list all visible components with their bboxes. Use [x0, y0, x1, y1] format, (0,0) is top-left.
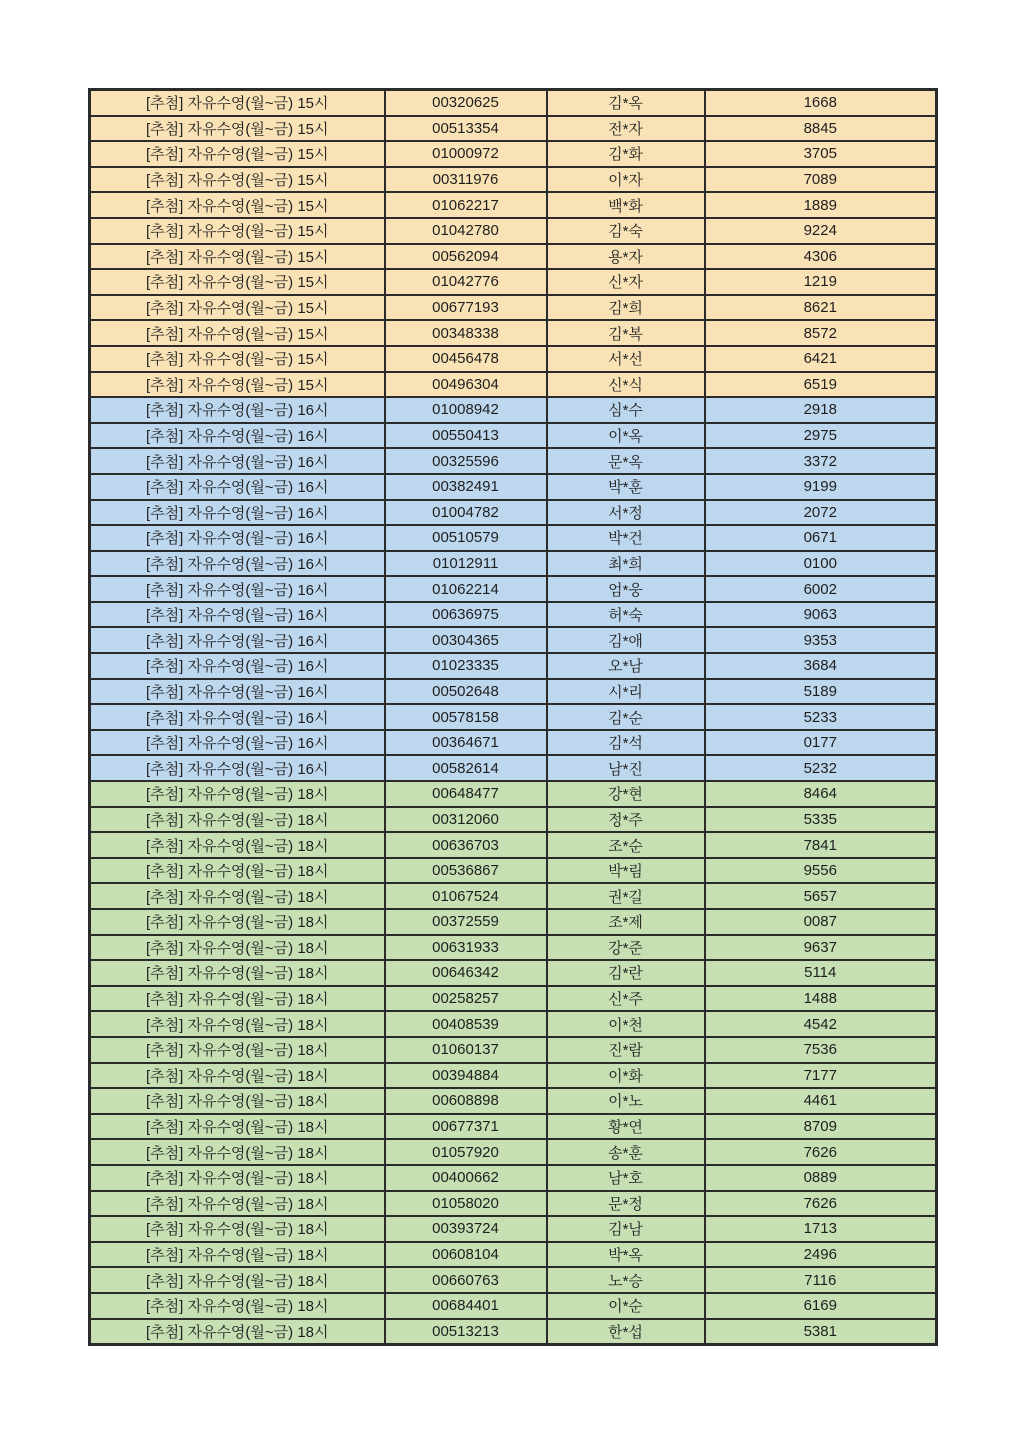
program-cell: [추첨] 자유수영(월~금) 18시 [90, 960, 385, 986]
table-row [90, 1319, 937, 1345]
program-cell: [추첨] 자유수영(월~금) 16시 [90, 602, 385, 628]
member-id-cell: 01062214 [385, 576, 547, 602]
member-id-cell: 00320625 [385, 90, 547, 116]
name-cell: 김*애 [547, 627, 705, 653]
member-id-cell: 01060137 [385, 1037, 547, 1063]
member-id-cell: 00677193 [385, 295, 547, 321]
member-id-cell: 01058020 [385, 1191, 547, 1217]
table-row [90, 858, 937, 884]
name-cell: 김*란 [547, 960, 705, 986]
lottery-number-cell: 9556 [705, 858, 937, 884]
name-cell: 최*희 [547, 551, 705, 577]
table-body [90, 90, 937, 1345]
name-cell: 박*옥 [547, 1242, 705, 1268]
lottery-number-cell: 6519 [705, 372, 937, 398]
name-cell: 이*화 [547, 1063, 705, 1089]
table-row [90, 960, 937, 986]
member-id-cell: 00348338 [385, 320, 547, 346]
member-id-cell: 01042776 [385, 269, 547, 295]
program-cell: [추첨] 자유수영(월~금) 15시 [90, 167, 385, 193]
member-id-cell: 00513354 [385, 116, 547, 142]
member-id-cell: 00578158 [385, 704, 547, 730]
lottery-number-cell: 7116 [705, 1267, 937, 1293]
member-id-cell: 00400662 [385, 1165, 547, 1191]
lottery-number-cell: 9353 [705, 627, 937, 653]
table-row [90, 167, 937, 193]
lottery-number-cell: 5657 [705, 883, 937, 909]
program-cell: [추첨] 자유수영(월~금) 16시 [90, 474, 385, 500]
table-row [90, 602, 937, 628]
table-row [90, 1063, 937, 1089]
name-cell: 김*숙 [547, 218, 705, 244]
table-row [90, 295, 937, 321]
program-cell: [추첨] 자유수영(월~금) 18시 [90, 909, 385, 935]
table-row [90, 474, 937, 500]
table-row [90, 1037, 937, 1063]
member-id-cell: 00394884 [385, 1063, 547, 1089]
program-cell: [추첨] 자유수영(월~금) 15시 [90, 346, 385, 372]
table-row [90, 1165, 937, 1191]
table-row [90, 90, 937, 116]
lottery-number-cell: 3705 [705, 141, 937, 167]
program-cell: [추첨] 자유수영(월~금) 15시 [90, 218, 385, 244]
program-cell: [추첨] 자유수영(월~금) 15시 [90, 372, 385, 398]
table-row [90, 423, 937, 449]
program-cell: [추첨] 자유수영(월~금) 16시 [90, 525, 385, 551]
table-row [90, 269, 937, 295]
table-row [90, 141, 937, 167]
name-cell: 이*천 [547, 1011, 705, 1037]
member-id-cell: 00636703 [385, 832, 547, 858]
member-id-cell: 00550413 [385, 423, 547, 449]
name-cell: 문*정 [547, 1191, 705, 1217]
program-cell: [추첨] 자유수영(월~금) 15시 [90, 192, 385, 218]
table-row [90, 653, 937, 679]
table-row [90, 679, 937, 705]
program-cell: [추첨] 자유수영(월~금) 16시 [90, 653, 385, 679]
program-cell: [추첨] 자유수영(월~금) 16시 [90, 448, 385, 474]
name-cell: 권*길 [547, 883, 705, 909]
member-id-cell: 01012911 [385, 551, 547, 577]
table-row [90, 551, 937, 577]
table-row [90, 576, 937, 602]
lottery-number-cell: 1889 [705, 192, 937, 218]
name-cell: 진*람 [547, 1037, 705, 1063]
table-row [90, 1293, 937, 1319]
name-cell: 문*옥 [547, 448, 705, 474]
lottery-number-cell: 5335 [705, 807, 937, 833]
program-cell: [추첨] 자유수영(월~금) 18시 [90, 1011, 385, 1037]
table-row [90, 397, 937, 423]
lottery-number-cell: 8464 [705, 781, 937, 807]
name-cell: 송*훈 [547, 1139, 705, 1165]
member-id-cell: 00304365 [385, 627, 547, 653]
member-id-cell: 00636975 [385, 602, 547, 628]
program-cell: [추첨] 자유수영(월~금) 16시 [90, 576, 385, 602]
table-row [90, 346, 937, 372]
name-cell: 김*석 [547, 730, 705, 756]
lottery-number-cell: 7626 [705, 1139, 937, 1165]
table-row [90, 244, 937, 270]
name-cell: 엄*웅 [547, 576, 705, 602]
lottery-number-cell: 8709 [705, 1114, 937, 1140]
program-cell: [추첨] 자유수영(월~금) 18시 [90, 807, 385, 833]
program-cell: [추첨] 자유수영(월~금) 18시 [90, 858, 385, 884]
program-cell: [추첨] 자유수영(월~금) 18시 [90, 1088, 385, 1114]
member-id-cell: 00311976 [385, 167, 547, 193]
program-cell: [추첨] 자유수영(월~금) 16시 [90, 627, 385, 653]
table-row [90, 883, 937, 909]
name-cell: 김*순 [547, 704, 705, 730]
table-row [90, 1114, 937, 1140]
lottery-number-cell: 5233 [705, 704, 937, 730]
member-id-cell: 01004782 [385, 500, 547, 526]
lottery-number-cell: 2918 [705, 397, 937, 423]
table-row [90, 807, 937, 833]
member-id-cell: 01008942 [385, 397, 547, 423]
name-cell: 서*정 [547, 500, 705, 526]
lottery-number-cell: 0087 [705, 909, 937, 935]
program-cell: [추첨] 자유수영(월~금) 18시 [90, 1139, 385, 1165]
member-id-cell: 00372559 [385, 909, 547, 935]
lottery-number-cell: 7841 [705, 832, 937, 858]
member-id-cell: 00502648 [385, 679, 547, 705]
table-row [90, 704, 937, 730]
name-cell: 노*승 [547, 1267, 705, 1293]
table-row [90, 730, 937, 756]
program-cell: [추첨] 자유수영(월~금) 16시 [90, 679, 385, 705]
member-id-cell: 00677371 [385, 1114, 547, 1140]
name-cell: 김*화 [547, 141, 705, 167]
table-row [90, 1191, 937, 1217]
program-cell: [추첨] 자유수영(월~금) 16시 [90, 730, 385, 756]
table-row [90, 1088, 937, 1114]
name-cell: 박*훈 [547, 474, 705, 500]
name-cell: 황*연 [547, 1114, 705, 1140]
name-cell: 이*자 [547, 167, 705, 193]
table-row [90, 1139, 937, 1165]
program-cell: [추첨] 자유수영(월~금) 16시 [90, 755, 385, 781]
lottery-number-cell: 2496 [705, 1242, 937, 1268]
name-cell: 조*순 [547, 832, 705, 858]
member-id-cell: 01023335 [385, 653, 547, 679]
table-row [90, 781, 937, 807]
name-cell: 정*주 [547, 807, 705, 833]
program-cell: [추첨] 자유수영(월~금) 16시 [90, 551, 385, 577]
member-id-cell: 01000972 [385, 141, 547, 167]
table-row [90, 192, 937, 218]
lottery-number-cell: 0177 [705, 730, 937, 756]
name-cell: 한*섭 [547, 1319, 705, 1345]
name-cell: 이*옥 [547, 423, 705, 449]
member-id-cell: 00510579 [385, 525, 547, 551]
member-id-cell: 00562094 [385, 244, 547, 270]
program-cell: [추첨] 자유수영(월~금) 18시 [90, 1293, 385, 1319]
lottery-number-cell: 5114 [705, 960, 937, 986]
table-row [90, 448, 937, 474]
program-cell: [추첨] 자유수영(월~금) 15시 [90, 116, 385, 142]
table-row [90, 1267, 937, 1293]
member-id-cell: 01062217 [385, 192, 547, 218]
lottery-number-cell: 7177 [705, 1063, 937, 1089]
lottery-number-cell: 6421 [705, 346, 937, 372]
member-id-cell: 01042780 [385, 218, 547, 244]
program-cell: [추첨] 자유수영(월~금) 18시 [90, 1165, 385, 1191]
table-row [90, 909, 937, 935]
lottery-number-cell: 4306 [705, 244, 937, 270]
name-cell: 허*숙 [547, 602, 705, 628]
member-id-cell: 00496304 [385, 372, 547, 398]
lottery-number-cell: 5381 [705, 1319, 937, 1345]
table-row [90, 1216, 937, 1242]
program-cell: [추첨] 자유수영(월~금) 18시 [90, 1319, 385, 1345]
lottery-number-cell: 8845 [705, 116, 937, 142]
member-id-cell: 00608104 [385, 1242, 547, 1268]
name-cell: 김*남 [547, 1216, 705, 1242]
lottery-number-cell: 5189 [705, 679, 937, 705]
table-row [90, 116, 937, 142]
lottery-number-cell: 7089 [705, 167, 937, 193]
member-id-cell: 00684401 [385, 1293, 547, 1319]
lottery-number-cell: 9224 [705, 218, 937, 244]
name-cell: 서*선 [547, 346, 705, 372]
name-cell: 백*화 [547, 192, 705, 218]
program-cell: [추첨] 자유수영(월~금) 15시 [90, 90, 385, 116]
program-cell: [추첨] 자유수영(월~금) 15시 [90, 320, 385, 346]
member-id-cell: 00513213 [385, 1319, 547, 1345]
lottery-number-cell: 0671 [705, 525, 937, 551]
program-cell: [추첨] 자유수영(월~금) 18시 [90, 1114, 385, 1140]
table-row [90, 986, 937, 1012]
name-cell: 김*복 [547, 320, 705, 346]
lottery-number-cell: 7626 [705, 1191, 937, 1217]
name-cell: 시*리 [547, 679, 705, 705]
name-cell: 강*준 [547, 935, 705, 961]
name-cell: 남*진 [547, 755, 705, 781]
lottery-number-cell: 4461 [705, 1088, 937, 1114]
lottery-number-cell: 6002 [705, 576, 937, 602]
member-id-cell: 00382491 [385, 474, 547, 500]
name-cell: 신*식 [547, 372, 705, 398]
table-row [90, 755, 937, 781]
table-row [90, 627, 937, 653]
lottery-number-cell: 9199 [705, 474, 937, 500]
member-id-cell: 00312060 [385, 807, 547, 833]
table-row [90, 832, 937, 858]
member-id-cell: 00393724 [385, 1216, 547, 1242]
program-cell: [추첨] 자유수영(월~금) 18시 [90, 1191, 385, 1217]
program-cell: [추첨] 자유수영(월~금) 18시 [90, 832, 385, 858]
member-id-cell: 00631933 [385, 935, 547, 961]
member-id-cell: 01067524 [385, 883, 547, 909]
lottery-number-cell: 3684 [705, 653, 937, 679]
name-cell: 신*주 [547, 986, 705, 1012]
program-cell: [추첨] 자유수영(월~금) 16시 [90, 500, 385, 526]
name-cell: 용*자 [547, 244, 705, 270]
table-row [90, 372, 937, 398]
lottery-number-cell: 9063 [705, 602, 937, 628]
table-row [90, 1242, 937, 1268]
program-cell: [추첨] 자유수영(월~금) 18시 [90, 1216, 385, 1242]
name-cell: 이*순 [547, 1293, 705, 1319]
lottery-results-table [88, 88, 938, 1346]
member-id-cell: 00646342 [385, 960, 547, 986]
lottery-number-cell: 1668 [705, 90, 937, 116]
lottery-number-cell: 5232 [705, 755, 937, 781]
program-cell: [추첨] 자유수영(월~금) 16시 [90, 397, 385, 423]
lottery-number-cell: 3372 [705, 448, 937, 474]
table-row [90, 525, 937, 551]
member-id-cell: 00660763 [385, 1267, 547, 1293]
name-cell: 심*수 [547, 397, 705, 423]
program-cell: [추첨] 자유수영(월~금) 18시 [90, 1063, 385, 1089]
lottery-number-cell: 8572 [705, 320, 937, 346]
lottery-number-cell: 6169 [705, 1293, 937, 1319]
name-cell: 박*건 [547, 525, 705, 551]
table-row [90, 218, 937, 244]
table-row [90, 500, 937, 526]
member-id-cell: 00408539 [385, 1011, 547, 1037]
name-cell: 강*현 [547, 781, 705, 807]
program-cell: [추첨] 자유수영(월~금) 15시 [90, 269, 385, 295]
lottery-number-cell: 0100 [705, 551, 937, 577]
member-id-cell: 00648477 [385, 781, 547, 807]
lottery-number-cell: 9637 [705, 935, 937, 961]
lottery-number-cell: 2975 [705, 423, 937, 449]
member-id-cell: 00364671 [385, 730, 547, 756]
member-id-cell: 00582614 [385, 755, 547, 781]
lottery-number-cell: 1219 [705, 269, 937, 295]
program-cell: [추첨] 자유수영(월~금) 15시 [90, 295, 385, 321]
member-id-cell: 00456478 [385, 346, 547, 372]
table-row [90, 1011, 937, 1037]
table-row [90, 320, 937, 346]
program-cell: [추첨] 자유수영(월~금) 18시 [90, 935, 385, 961]
name-cell: 조*제 [547, 909, 705, 935]
member-id-cell: 00536867 [385, 858, 547, 884]
name-cell: 박*림 [547, 858, 705, 884]
name-cell: 전*자 [547, 116, 705, 142]
member-id-cell: 00258257 [385, 986, 547, 1012]
table-row [90, 935, 937, 961]
member-id-cell: 00608898 [385, 1088, 547, 1114]
program-cell: [추첨] 자유수영(월~금) 15시 [90, 141, 385, 167]
program-cell: [추첨] 자유수영(월~금) 18시 [90, 1242, 385, 1268]
lottery-number-cell: 4542 [705, 1011, 937, 1037]
lottery-number-cell: 1488 [705, 986, 937, 1012]
program-cell: [추첨] 자유수영(월~금) 16시 [90, 423, 385, 449]
member-id-cell: 01057920 [385, 1139, 547, 1165]
program-cell: [추첨] 자유수영(월~금) 16시 [90, 704, 385, 730]
name-cell: 남*호 [547, 1165, 705, 1191]
lottery-number-cell: 0889 [705, 1165, 937, 1191]
program-cell: [추첨] 자유수영(월~금) 18시 [90, 986, 385, 1012]
lottery-number-cell: 1713 [705, 1216, 937, 1242]
lottery-number-cell: 7536 [705, 1037, 937, 1063]
program-cell: [추첨] 자유수영(월~금) 15시 [90, 244, 385, 270]
lottery-number-cell: 2072 [705, 500, 937, 526]
name-cell: 신*자 [547, 269, 705, 295]
name-cell: 오*남 [547, 653, 705, 679]
name-cell: 김*희 [547, 295, 705, 321]
program-cell: [추첨] 자유수영(월~금) 18시 [90, 883, 385, 909]
lottery-number-cell: 8621 [705, 295, 937, 321]
name-cell: 김*옥 [547, 90, 705, 116]
program-cell: [추첨] 자유수영(월~금) 18시 [90, 1267, 385, 1293]
program-cell: [추첨] 자유수영(월~금) 18시 [90, 1037, 385, 1063]
program-cell: [추첨] 자유수영(월~금) 18시 [90, 781, 385, 807]
name-cell: 이*노 [547, 1088, 705, 1114]
member-id-cell: 00325596 [385, 448, 547, 474]
